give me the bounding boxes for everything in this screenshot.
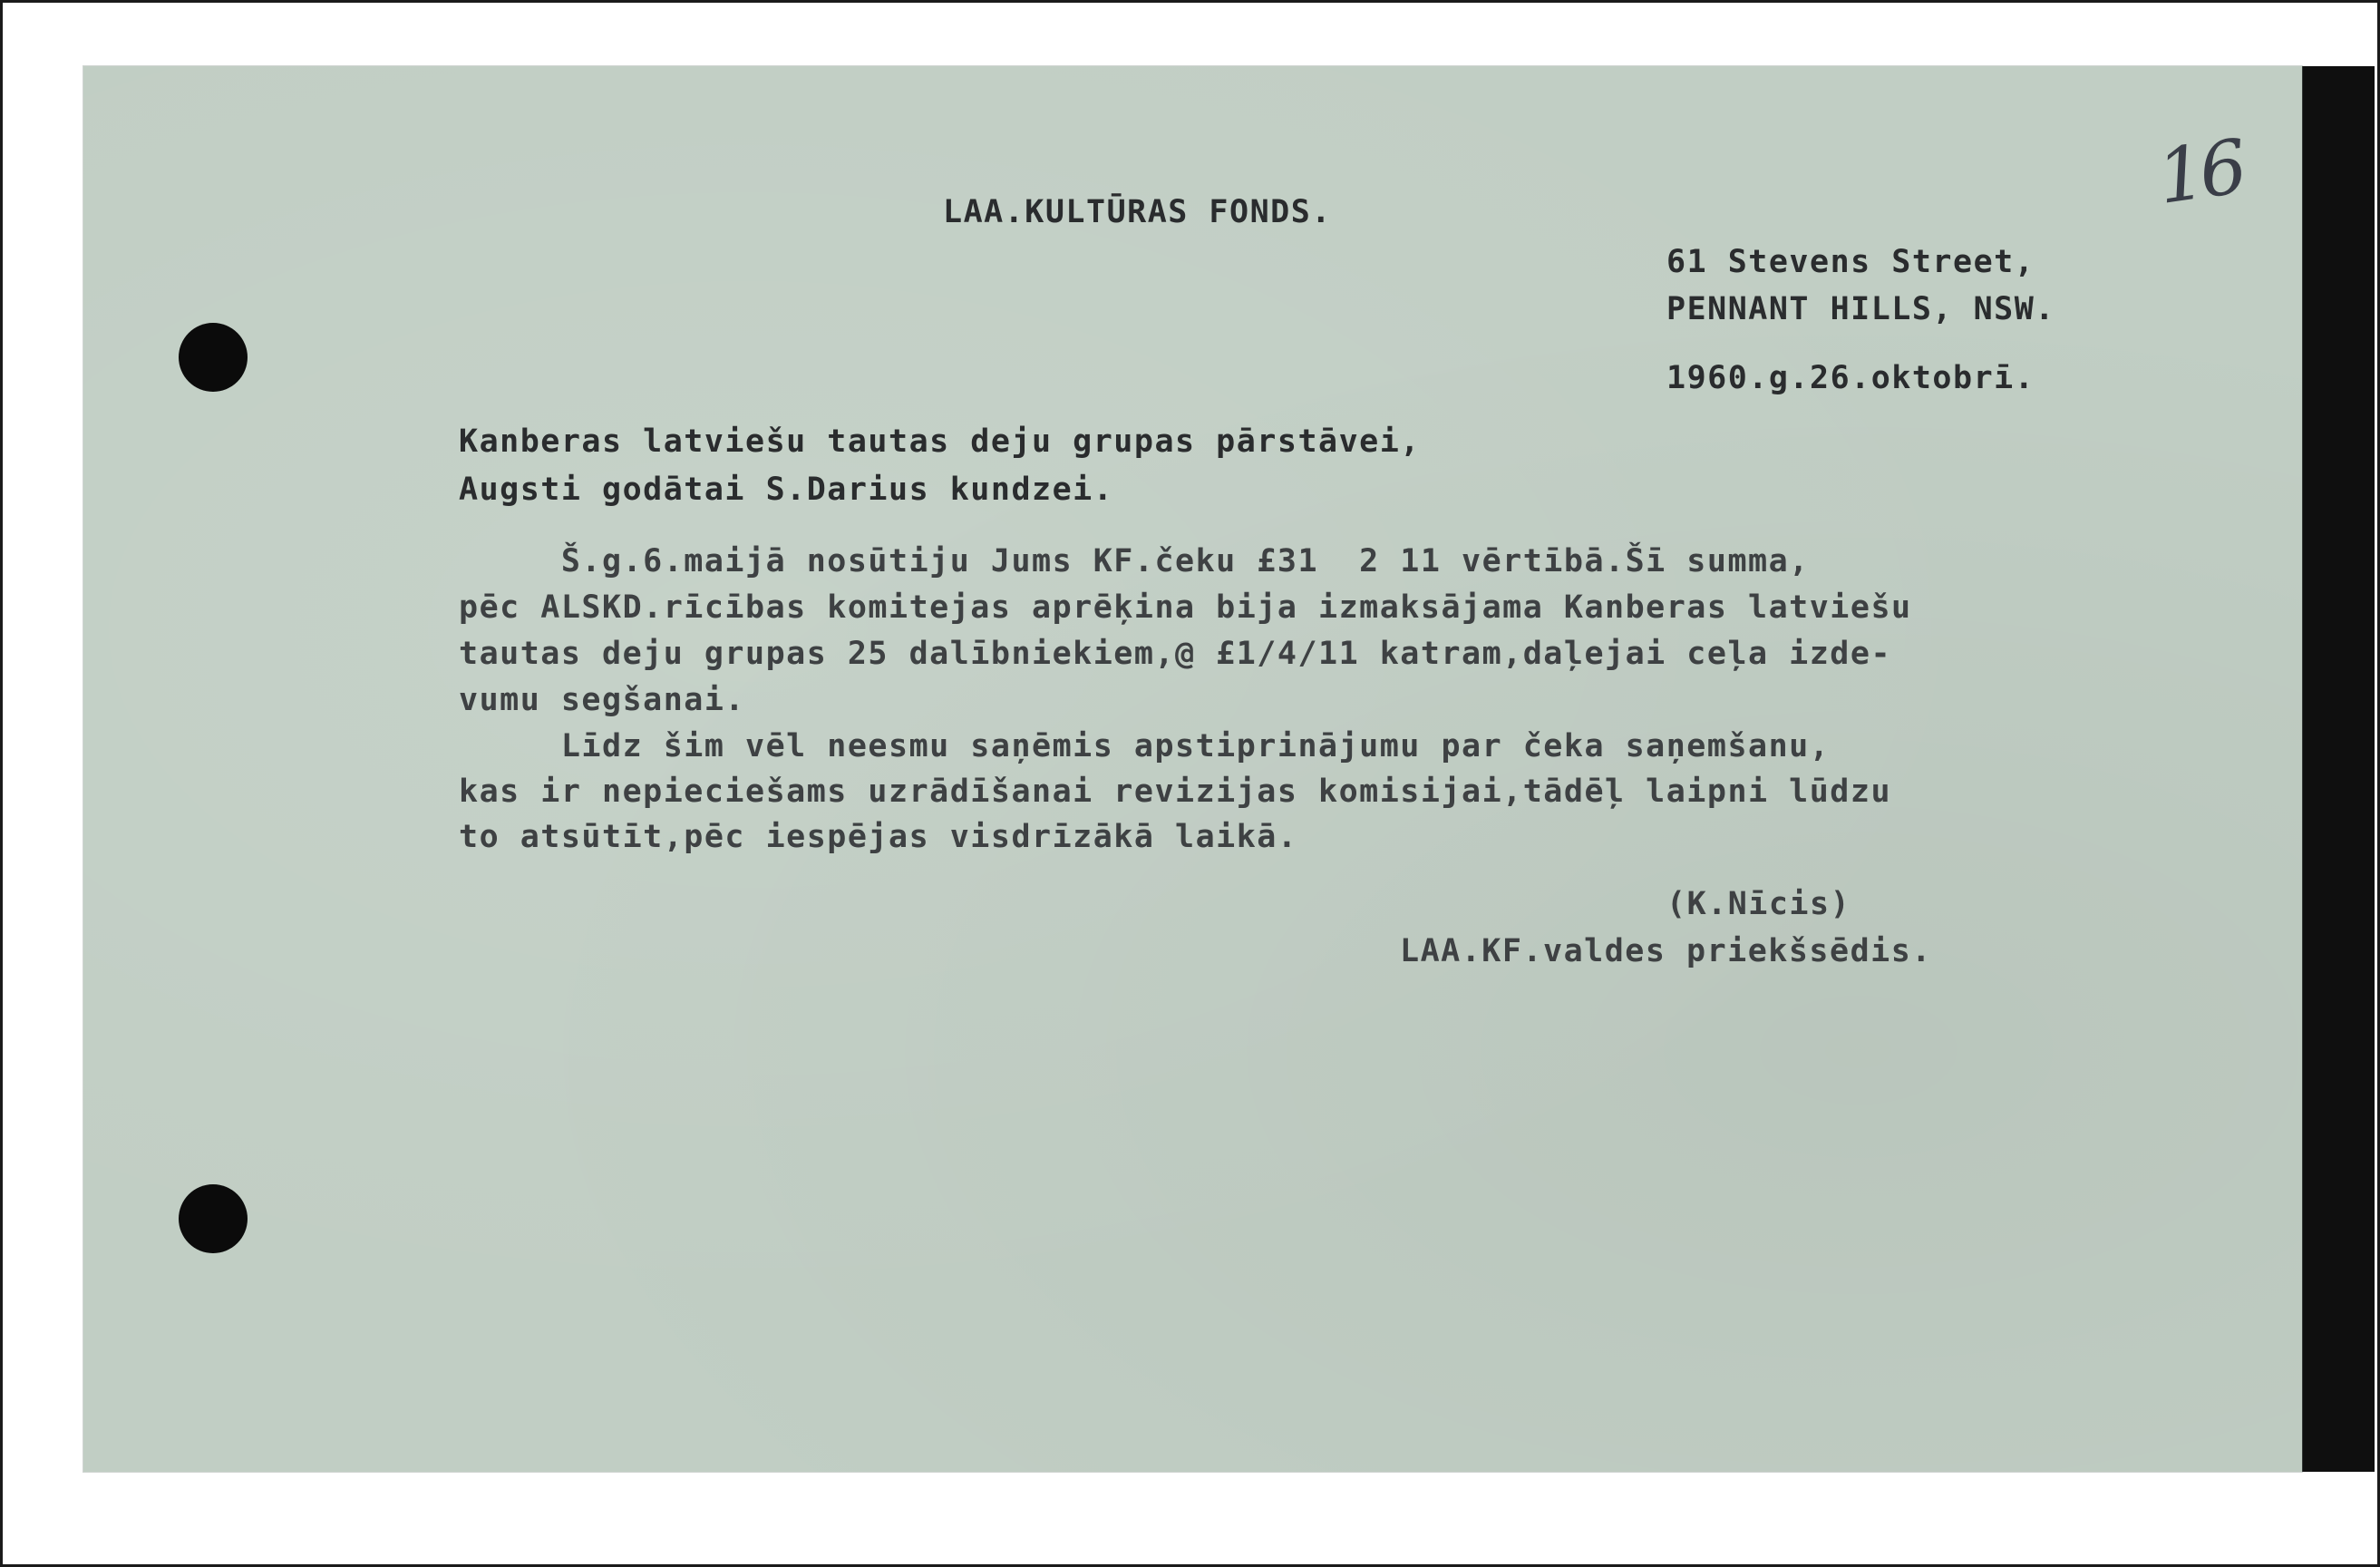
handwritten-page-number: 16 — [2152, 124, 2248, 221]
punch-hole-top — [179, 323, 248, 392]
address-city: PENNANT HILLS, NSW. — [1666, 291, 2055, 327]
letterhead: LAA.KULTŪRAS FONDS. — [943, 194, 1332, 230]
body-line: Līdz šim vēl neesmu saņēmis apstiprinājumu par čeka saņemšanu, — [459, 728, 1831, 764]
body-line: to atsūtīt,pēc iespējas visdrīzākā laikā. — [459, 819, 1298, 855]
address-street: 61 Stevens Street, — [1666, 244, 2035, 280]
scan-edge-shadow — [2302, 66, 2375, 1472]
letter-date: 1960.g.26.oktobrī. — [1666, 360, 2035, 396]
punch-hole-bottom — [179, 1184, 248, 1253]
body-line: Š.g.6.maijā nosūtiju Jums KF.čeku £31 2 11 vērtībā.Šī summa, — [459, 543, 1810, 579]
signature-title: LAA.KF.valdes priekšsēdis. — [1400, 933, 1932, 969]
body-line: kas ir nepieciešams uzrādīšanai revizijas komisijai,tādēļ laipni lūdzu — [459, 774, 1892, 810]
signature-name: (K.Nīcis) — [1666, 886, 1851, 922]
recipient-line-2: Augsti godātai S.Darius kundzei. — [459, 472, 1114, 508]
recipient-line-1: Kanberas latviešu tautas deju grupas pārstāvei, — [459, 423, 1421, 460]
body-line: tautas deju grupas 25 dalībniekiem,@ £1/4/11 katram,daļejai ceļa izde- — [459, 636, 1892, 672]
body-line: pēc ALSKD.rīcības komitejas aprēķina bija izmaksājama Kanberas latviešu — [459, 589, 1912, 626]
body-line: vumu segšanai. — [459, 682, 746, 718]
